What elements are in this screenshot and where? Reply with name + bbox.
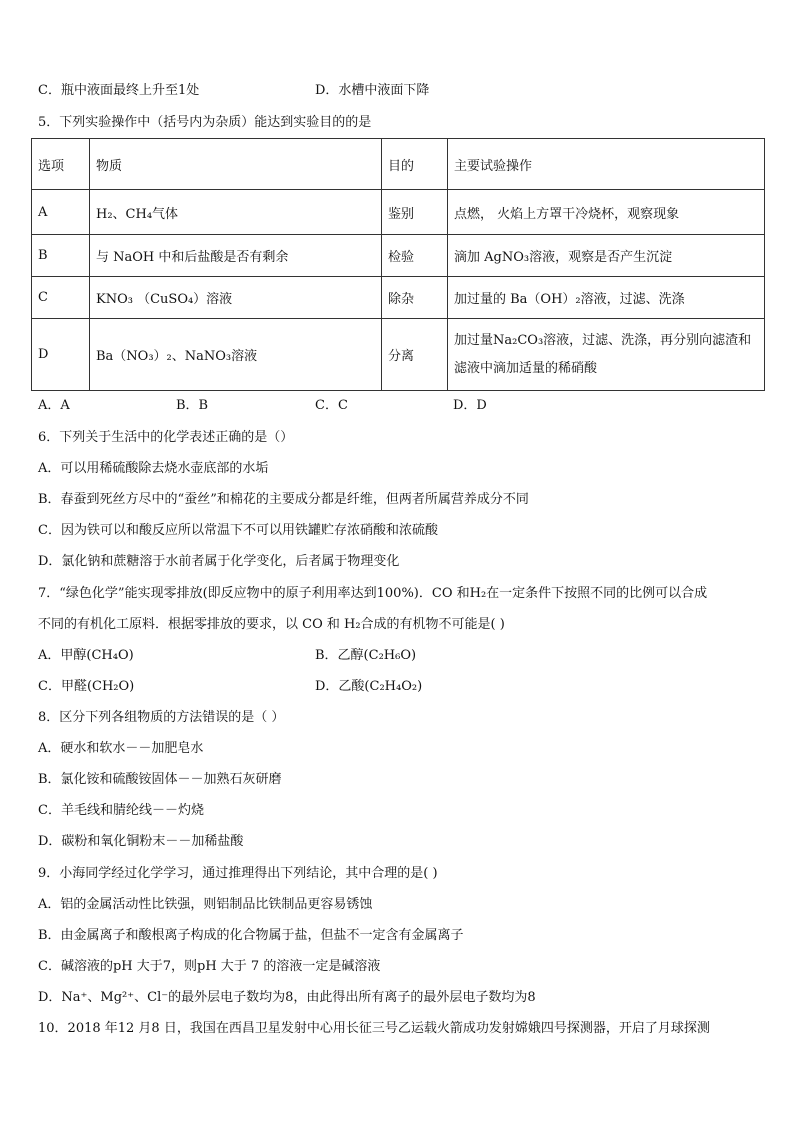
q7-option-b: B．乙醇(C₂H₆O) [315, 648, 417, 663]
q7-option-a: A．甲醇(CH₄O) [38, 648, 134, 663]
q6-option-c: C．因为铁可以和酸反应所以常温下不可以用铁罐贮存浓硝酸和浓硫酸 [38, 523, 438, 538]
q4-option-d: D．水槽中液面下降 [315, 83, 430, 98]
row-option: B [32, 235, 90, 277]
header-operation: 主要试验操作 [448, 139, 765, 190]
row-operation: 点燃， 火焰上方罩干冷烧杯，观察现象 [448, 190, 765, 235]
row-operation: 滴加 AgNO₃溶液，观察是否产生沉淀 [448, 235, 765, 277]
row-operation: 加过量的 Ba（OH）₂溶液，过滤、洗涤 [448, 277, 765, 319]
q7-stem-line2: 不同的有机化工原料．根据零排放的要求，以 CO 和 H₂合成的有机物不可能是( ) [38, 617, 505, 632]
q7-option-c: C．甲醛(CH₂O) [38, 679, 135, 694]
q5-choice-a: A．A [38, 398, 70, 413]
q9-option-b: B．由金属离子和酸根离子构成的化合物属于盐，但盐不一定含有金属离子 [38, 928, 464, 943]
q9-stem: 9．小海同学经过化学学习，通过推理得出下列结论，其中合理的是( ) [38, 866, 438, 881]
row-option: D [32, 319, 90, 391]
row-purpose: 除杂 [382, 277, 448, 319]
q6-option-a: A．可以用稀硫酸除去烧水壶底部的水垢 [38, 461, 269, 476]
q5-choice-b: B．B [176, 398, 209, 413]
header-substance: 物质 [90, 139, 382, 190]
q5-choice-c: C．C [315, 398, 348, 413]
table-row [32, 190, 765, 235]
q5-choice-d: D．D [453, 398, 487, 413]
row-substance: 与 NaOH 中和后盐酸是否有剩余 [90, 235, 382, 277]
table-row [32, 235, 765, 277]
q6-option-b: B．春蚕到死丝方尽中的“蚕丝”和棉花的主要成分都是纤维，但两者所属营养成分不同 [38, 492, 529, 507]
q8-option-b: B．氯化铵和硫酸铵固体－－加熟石灰研磨 [38, 772, 282, 787]
table-row [32, 277, 765, 319]
row-purpose: 检验 [382, 235, 448, 277]
q8-option-c: C．羊毛线和腈纶线－－灼烧 [38, 803, 204, 818]
row-purpose: 鉴别 [382, 190, 448, 235]
q8-option-d: D．碳粉和氧化铜粉末－－加稀盐酸 [38, 834, 244, 849]
q8-option-a: A．硬水和软水－－加肥皂水 [38, 741, 204, 756]
q4-option-c: C．瓶中液面最终上升至1处 [38, 83, 200, 98]
q6-stem: 6．下列关于生活中的化学表述正确的是（） [38, 430, 294, 445]
row-substance: KNO₃ （CuSO₄）溶液 [90, 277, 382, 319]
row-option: C [32, 277, 90, 319]
q7-option-d: D．乙酸(C₂H₄O₂) [315, 679, 423, 694]
table-header-row [32, 139, 765, 190]
row-substance: Ba（NO₃）₂、NaNO₃溶液 [90, 319, 382, 391]
header-purpose: 目的 [382, 139, 448, 190]
row-purpose: 分离 [382, 319, 448, 391]
row-operation: 加过量Na₂CO₃溶液，过滤、洗涤，再分别向滤渣和滤液中滴加适量的稀硝酸 [448, 319, 765, 391]
q8-stem: 8．区分下列各组物质的方法错误的是（ ） [38, 710, 285, 725]
q10-stem: 10．2018 年12 月8 日，我国在西昌卫星发射中心用长征三号乙运载火箭成功发射嫦娥四号探测器，开启了月球探测 [38, 1021, 710, 1036]
row-option: A [32, 190, 90, 235]
q5-table [31, 138, 765, 391]
table-row [32, 319, 765, 391]
q9-option-d: D．Na⁺、Mg²⁺、Cl⁻的最外层电子数均为8，由此得出所有离子的最外层电子数均为8 [38, 990, 536, 1005]
q5-stem: 5．下列实验操作中（括号内为杂质）能达到实验目的的是 [38, 115, 372, 130]
q6-option-d: D．氯化钠和蔗糖溶于水前者属于化学变化，后者属于物理变化 [38, 554, 400, 569]
header-option: 选项 [32, 139, 90, 190]
q9-option-c: C．碱溶液的pH 大于7，则pH 大于 7 的溶液一定是碱溶液 [38, 959, 381, 974]
q7-stem-line1: 7．“绿色化学”能实现零排放(即反应物中的原子利用率达到100%)．CO 和H₂在一定条件下按照不同的比例可以合成 [38, 586, 708, 601]
row-substance: H₂、CH₄气体 [90, 190, 382, 235]
q9-option-a: A．铝的金属活动性比铁强，则铝制品比铁制品更容易锈蚀 [38, 897, 373, 912]
